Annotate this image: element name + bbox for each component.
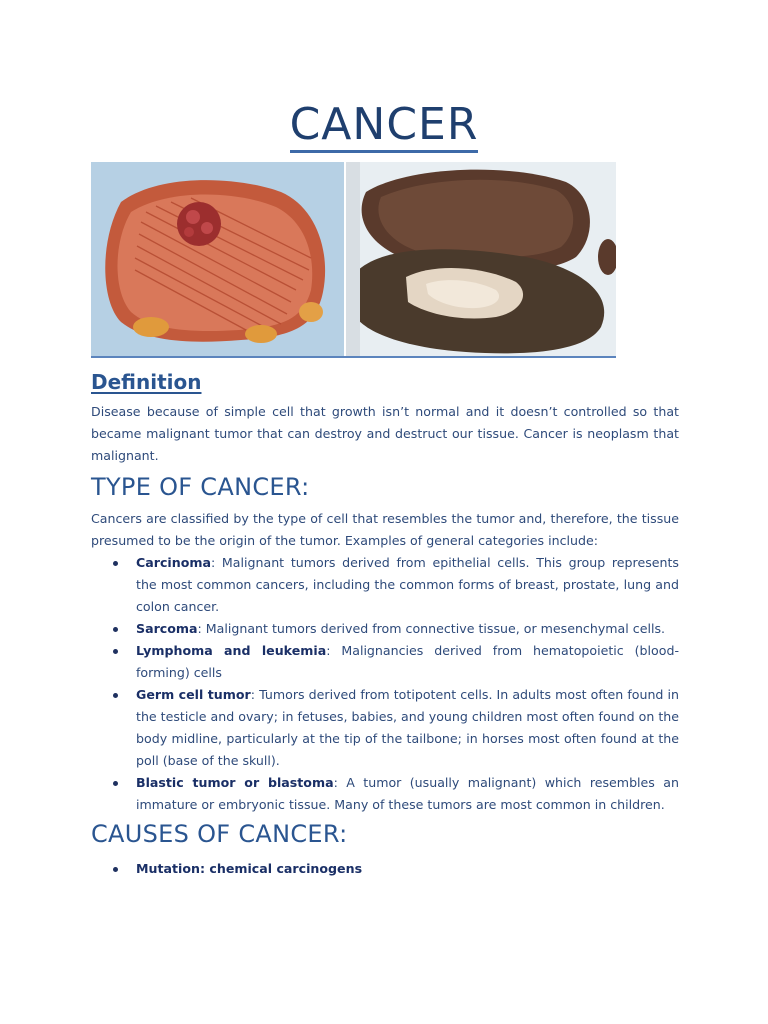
list-item <box>91 552 679 618</box>
list-item <box>91 684 679 772</box>
definition-heading: Definition <box>91 370 202 394</box>
types-heading: TYPE OF CANCER: <box>91 473 310 501</box>
list-item-text: : Tumors derived from totipotent cells. In adults most often found in the testicle and ovary; in fetuses, babies, and young children most often found on the body midline, particularly at the tip of the tailbone; in horses most often found at the poll (base of the skull). <box>136 687 679 768</box>
list-item-term: Sarcoma <box>136 621 198 636</box>
list-item <box>91 772 679 816</box>
organ-tumor-photo <box>346 162 616 356</box>
causes-list <box>91 858 679 880</box>
bullet-icon <box>113 693 118 698</box>
list-item <box>91 858 679 880</box>
bullet-icon <box>113 627 118 632</box>
photo-row <box>91 162 616 358</box>
list-item-text: : Malignant tumors derived from connective tissue, or mesenchymal cells. <box>197 621 666 636</box>
list-item-text: : A tumor (usually malignant) which resembles an immature or embryonic tissue. Many of these tumors are most common in children. <box>136 775 679 812</box>
list-item <box>91 618 679 640</box>
list-item <box>91 640 679 684</box>
list-item-term: Blastic tumor or blastoma <box>136 775 334 790</box>
definition-text: Disease because of simple cell that growth isn’t normal and it doesn’t controlled so that became malignant tumor that can destroy and destruct our tissue. Cancer is neoplasm that malignant. <box>91 404 679 463</box>
cancer-types-list <box>91 552 679 816</box>
list-item-term: Germ cell tumor <box>136 687 251 702</box>
bullet-icon <box>113 867 118 872</box>
list-item-term: Lymphoma and leukemia <box>136 643 327 658</box>
document-title: CANCER <box>0 96 768 154</box>
types-intro: Cancers are classified by the type of cell that resembles the tumor and, therefore, the tissue presumed to be the origin of the tumor. Examples of general categories include: <box>91 511 679 548</box>
list-item-text: : Malignancies derived from hematopoietic (blood-forming) cells <box>136 643 679 680</box>
list-item-text: : Malignant tumors derived from epithelial cells. This group represents the most common cancers, including the common forms of breast, prostate, lung and colon cancer. <box>136 555 679 614</box>
list-item-term: Carcinoma <box>136 555 211 570</box>
list-item-term: Mutation: chemical carcinogens <box>136 861 363 876</box>
causes-heading: CAUSES OF CANCER: <box>91 820 348 848</box>
colon-tumor-photo <box>91 162 344 356</box>
image-divider <box>91 356 616 358</box>
bullet-icon <box>113 649 118 654</box>
bullet-icon <box>113 781 118 786</box>
bullet-icon <box>113 561 118 566</box>
